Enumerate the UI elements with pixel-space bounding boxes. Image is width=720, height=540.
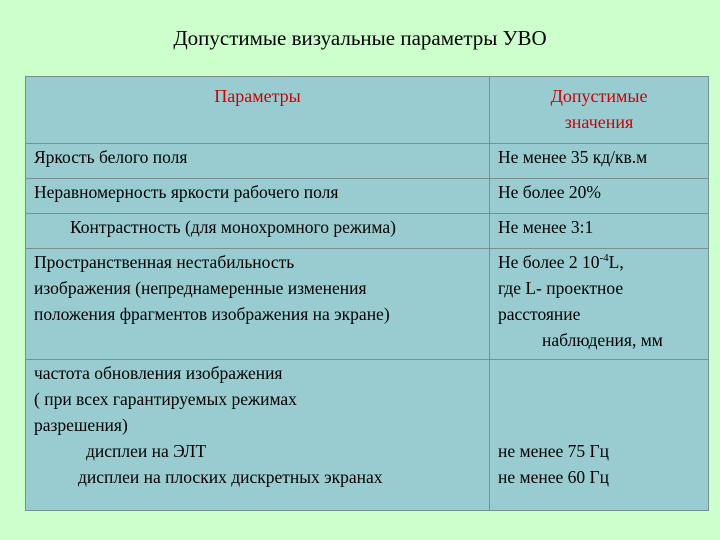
param-sub-crt: дисплеи на ЭЛТ xyxy=(86,441,207,461)
table-header-row xyxy=(26,77,709,144)
value-suffix: L, xyxy=(608,252,624,272)
table-row xyxy=(26,144,709,179)
param-line: разрешения) xyxy=(34,415,128,435)
slide-title: Допустимые визуальные параметры УВО xyxy=(173,26,547,50)
value-line xyxy=(498,249,700,275)
param-cell: Неравномерность яркости рабочего поля xyxy=(26,179,490,214)
table-row xyxy=(26,249,709,360)
value-cell: Не более 20% xyxy=(490,179,709,214)
param-line: Пространственная нестабильность xyxy=(34,252,295,272)
value-cell xyxy=(490,360,709,511)
value-cell xyxy=(490,249,709,360)
param-cell xyxy=(26,249,490,360)
value-line: расстояние xyxy=(498,304,581,324)
value-line: наблюдения, мм xyxy=(542,330,663,350)
param-line: изображения (непреднамеренные изменения xyxy=(34,278,367,298)
value-spacer xyxy=(498,412,700,438)
value-line: не менее 60 Гц xyxy=(498,467,609,487)
value-line: не менее 75 Гц xyxy=(498,441,609,461)
table-row xyxy=(26,179,709,214)
header-values xyxy=(490,77,709,144)
value-spacer xyxy=(498,360,700,386)
table-row xyxy=(26,360,709,511)
value-prefix: Не более 2 10 xyxy=(498,252,600,272)
value-cell: Не менее 3:1 xyxy=(490,214,709,249)
header-values-line2: значения xyxy=(564,112,634,132)
param-line: ( при всех гарантируемых режимах xyxy=(34,389,297,409)
param-line: частота обновления изображения xyxy=(34,363,283,383)
value-line: где L- проектное xyxy=(498,278,624,298)
param-cell: Яркость белого поля xyxy=(26,144,490,179)
value-exponent: -4 xyxy=(599,252,609,265)
value-cell: Не менее 35 кд/кв.м xyxy=(490,144,709,179)
param-cell: Контрастность (для монохромного режима) xyxy=(26,214,490,249)
parameters-table xyxy=(25,76,709,511)
table-row xyxy=(26,214,709,249)
param-cell xyxy=(26,360,490,511)
param-sub-flat: дисплеи на плоских дискретных экранах xyxy=(78,467,383,487)
param-line: положения фрагментов изображения на экране) xyxy=(34,304,390,324)
header-values-line1: Допустимые xyxy=(550,86,648,106)
header-parameters: Параметры xyxy=(26,77,490,144)
value-spacer xyxy=(498,386,700,412)
